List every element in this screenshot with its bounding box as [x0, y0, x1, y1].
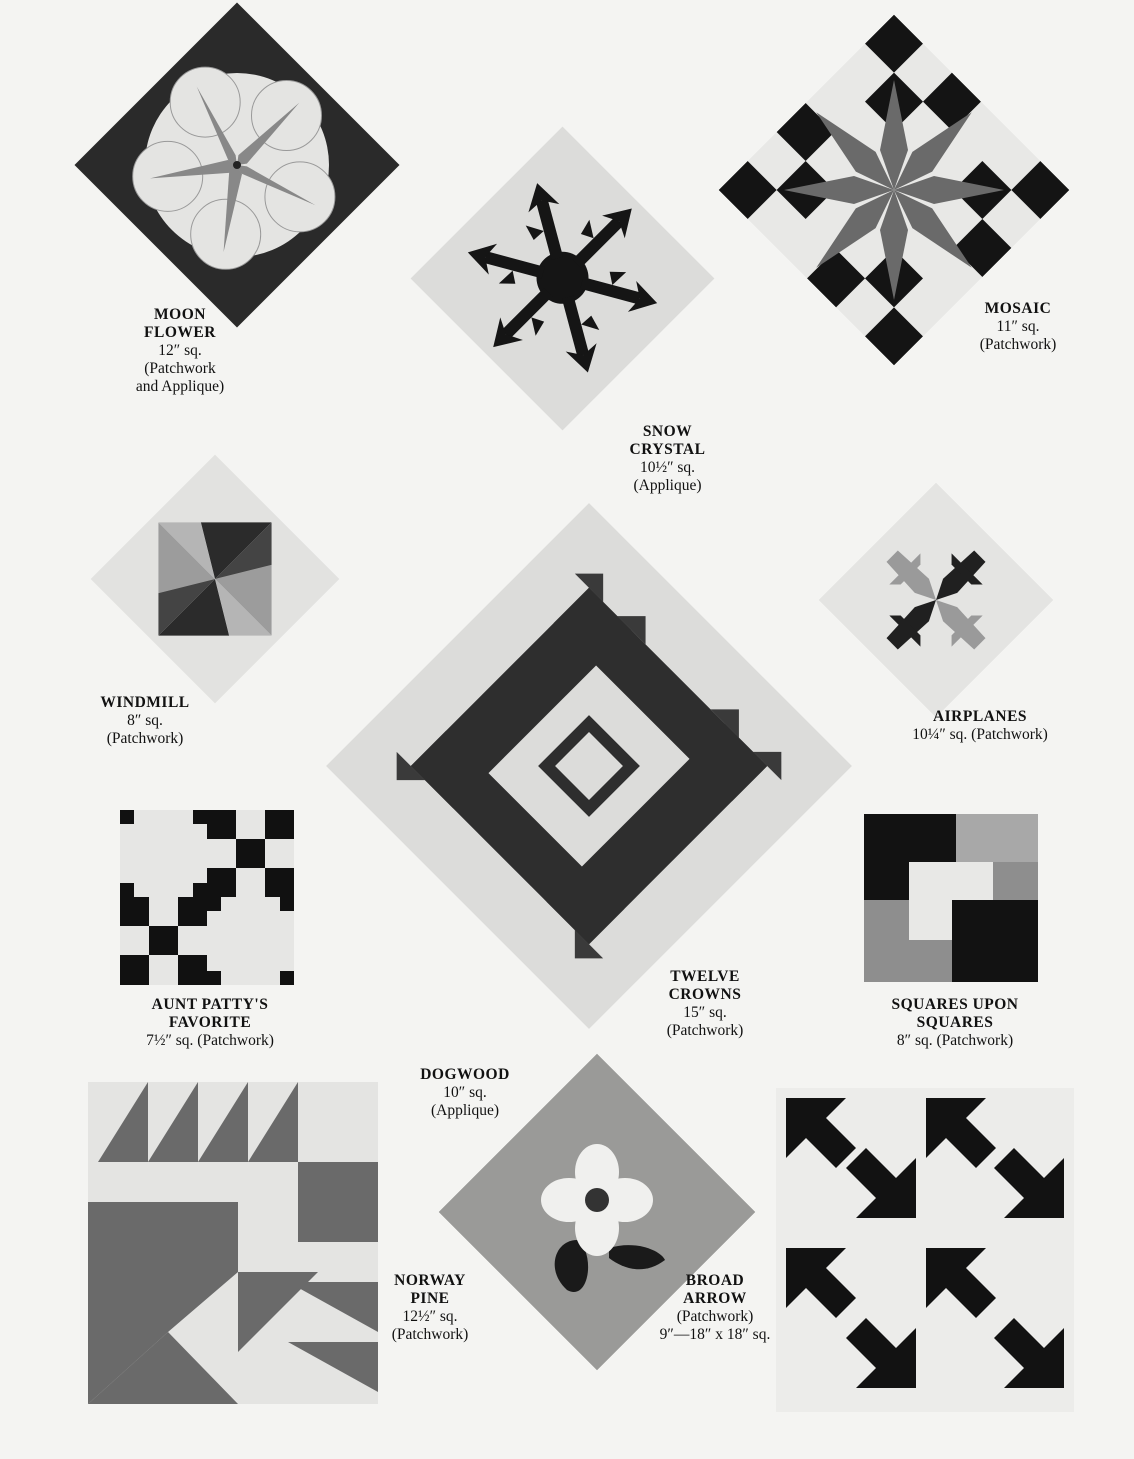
mosaic-name: MOSAIC	[984, 300, 1052, 317]
twelve-crowns-name-line1: TWELVE	[670, 968, 740, 985]
mosaic-caption	[958, 300, 1078, 354]
snow-crystal-name-line1: SNOW	[642, 423, 693, 440]
moon-flower-name-line1: MOON	[154, 306, 206, 323]
aunt-pattys-favorite-block	[120, 810, 294, 985]
mosaic-type: (Patchwork)	[979, 336, 1057, 353]
broad-arrow-name-line1: BROAD	[685, 1272, 745, 1289]
twelve-crowns-block	[326, 503, 852, 1029]
dogwood-size: 10″ sq.	[443, 1084, 487, 1101]
dogwood-type: (Applique)	[430, 1102, 499, 1119]
dogwood-name: DOGWOOD	[420, 1066, 510, 1083]
broad-arrow-type: (Patchwork)	[676, 1308, 754, 1325]
moon-flower-caption	[120, 306, 240, 396]
aunt-pattys-favorite-caption	[110, 996, 310, 1050]
aunt-pattys-name-line2: FAVORITE	[168, 1014, 252, 1031]
moon-flower-block	[74, 2, 399, 327]
twelve-crowns-name-line2: CROWNS	[668, 986, 742, 1003]
moon-flower-size: 12″ sq.	[158, 342, 202, 359]
moon-flower-name-line2: FLOWER	[144, 324, 216, 341]
airplanes-name: AIRPLANES	[932, 708, 1028, 725]
broad-arrow-block	[776, 1088, 1074, 1412]
snow-crystal-caption	[610, 423, 725, 495]
squares-upon-squares-block	[864, 814, 1038, 982]
mosaic-size: 11″ sq.	[996, 318, 1040, 335]
broad-arrow-size: 9″—18″ x 18″ sq.	[659, 1326, 771, 1343]
windmill-type: (Patchwork)	[106, 730, 184, 747]
broad-arrow-name-line2: ARROW	[683, 1290, 747, 1307]
norway-pine-caption	[370, 1272, 490, 1344]
norway-pine-name-line2: PINE	[410, 1290, 450, 1307]
norway-pine-block	[88, 1082, 378, 1404]
moon-flower-type-line1: (Patchwork	[144, 360, 216, 377]
snow-crystal-size: 10½″ sq.	[639, 459, 696, 476]
windmill-block	[91, 455, 340, 704]
squares-upon-squares-caption	[860, 996, 1050, 1050]
twelve-crowns-size: 15″ sq.	[683, 1004, 727, 1021]
norway-pine-name-line1: NORWAY	[394, 1272, 466, 1289]
airplanes-caption	[890, 708, 1070, 744]
moon-flower-type-line2: and Applique)	[135, 378, 225, 395]
twelve-crowns-type: (Patchwork)	[666, 1022, 744, 1039]
windmill-name: WINDMILL	[100, 694, 190, 711]
norway-pine-type: (Patchwork)	[391, 1326, 469, 1343]
snow-crystal-block	[410, 126, 714, 430]
windmill-size: 8″ sq.	[127, 712, 163, 729]
windmill-caption	[80, 694, 210, 748]
twelve-crowns-caption	[640, 968, 770, 1040]
squares-upon-squares-name-line1: SQUARES UPON	[891, 996, 1019, 1013]
snow-crystal-type: (Applique)	[633, 477, 702, 494]
aunt-pattys-size-type: 7½″ sq. (Patchwork)	[146, 1032, 274, 1049]
aunt-pattys-name-line1: AUNT PATTY'S	[151, 996, 269, 1013]
airplanes-size-type: 10¼″ sq. (Patchwork)	[912, 726, 1048, 743]
snow-crystal-name-line2: CRYSTAL	[629, 441, 706, 458]
airplanes-block	[819, 483, 1054, 718]
squares-upon-squares-size-type: 8″ sq. (Patchwork)	[896, 1032, 1014, 1049]
norway-pine-size: 12½″ sq.	[402, 1308, 458, 1325]
squares-upon-squares-name-line2: SQUARES	[916, 1014, 994, 1031]
broad-arrow-caption	[640, 1272, 790, 1344]
dogwood-caption	[405, 1066, 525, 1120]
